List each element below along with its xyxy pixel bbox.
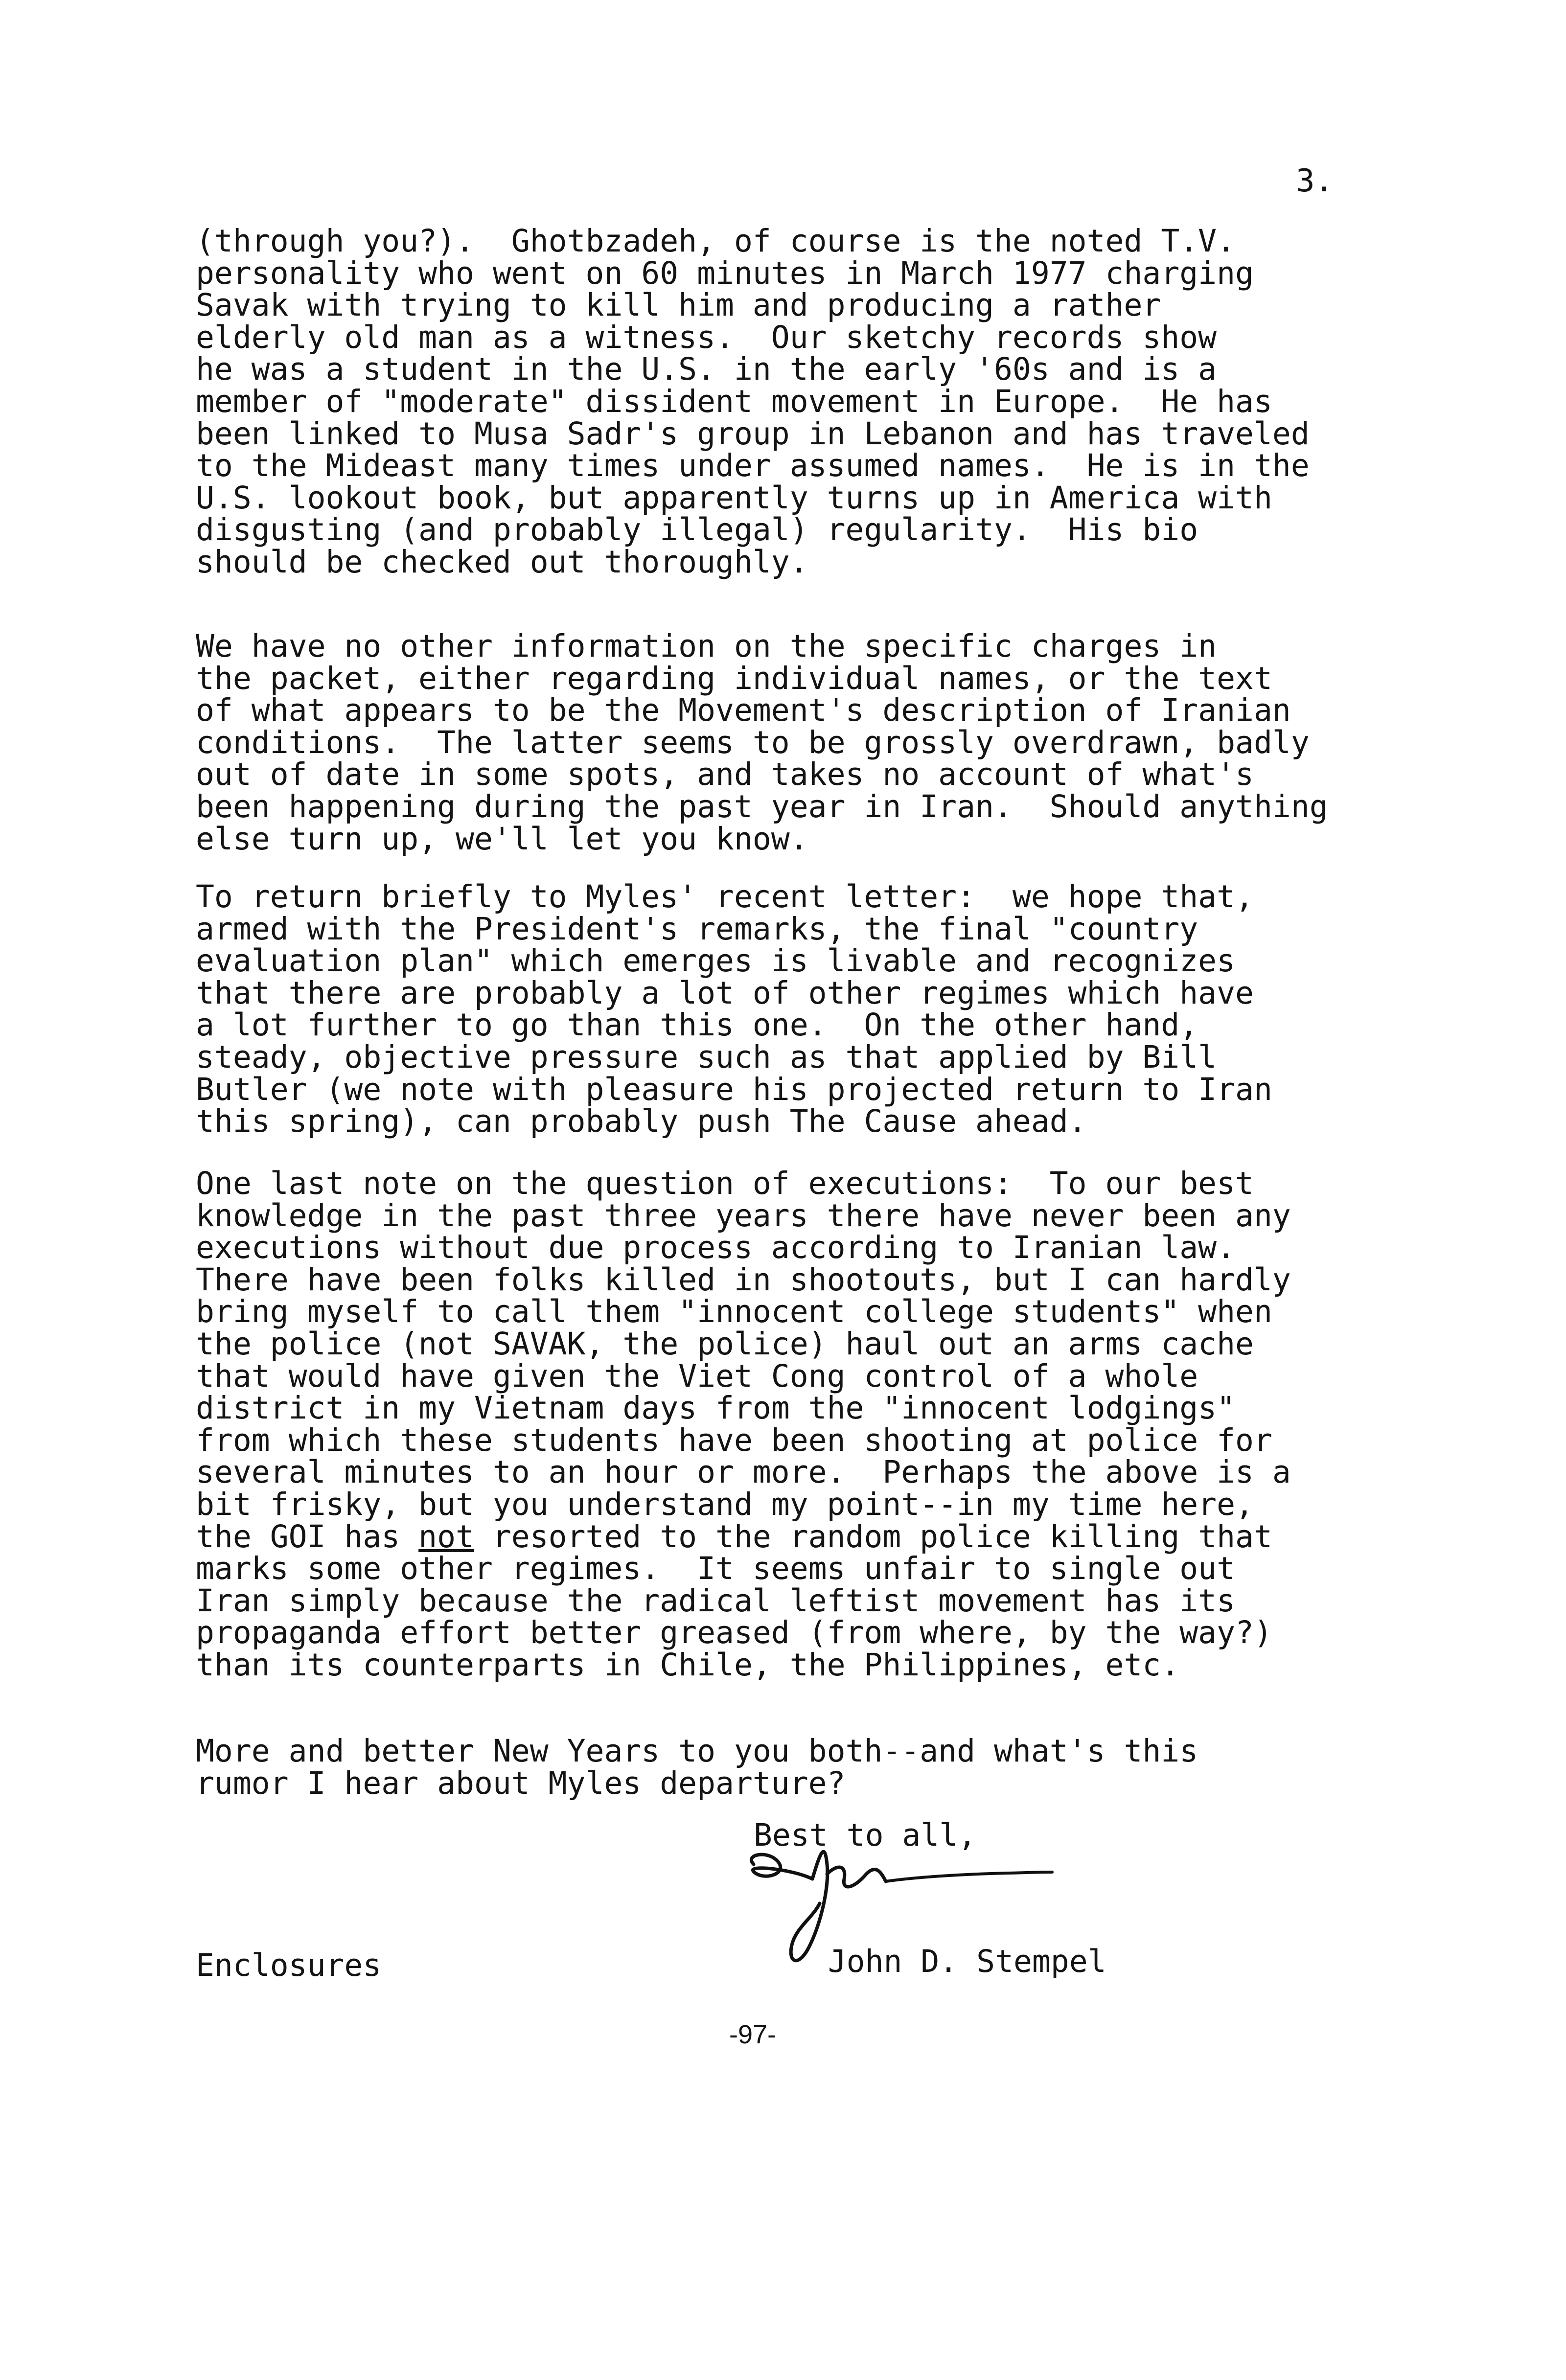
paragraph-3-line: a lot further to go than this one. On the other hand, <box>196 1007 1198 1043</box>
paragraph-1-line: he was a student in the U.S. in the early '60s and is a <box>196 351 1217 387</box>
paragraph-4-line: that would have given the Viet Cong control of a whole <box>196 1358 1198 1394</box>
paragraph-5-line: More and better New Years to you both--and what's this <box>196 1733 1198 1769</box>
paragraph-4-line: One last note on the question of executions: To our best <box>196 1166 1254 1201</box>
paragraph-3-line: steady, objective pressure such as that applied by Bill <box>196 1039 1217 1075</box>
paragraph-1-line: (through you?). Ghotbzadeh, of course is the noted T.V. <box>196 223 1236 259</box>
paragraph-2-line: else turn up, we'll let you know. <box>196 821 808 857</box>
underlined-word: not <box>418 1519 474 1555</box>
paragraph-2-line: conditions. The latter seems to be grossly overdrawn, badly <box>196 725 1310 760</box>
closing-salutation: Best to all, <box>754 1817 977 1853</box>
paragraph-5-line: rumor I hear about Myles departure? <box>196 1765 846 1801</box>
paragraph-1-line: been linked to Musa Sadr's group in Lebanon and has traveled <box>196 416 1310 452</box>
paragraph-1-line: disgusting (and probably illegal) regularity. His bio <box>196 512 1198 548</box>
signature-name: John D. Stempel <box>828 1944 1106 1979</box>
paragraph-1-line: personality who went on 60 minutes in March 1977 charging <box>196 255 1254 291</box>
typed-signature-name <box>754 1913 1106 2010</box>
paragraph-2-line: been happening during the past year in Iran. Should anything <box>196 789 1328 824</box>
paragraph-4-line: propaganda effort better greased (from where, by the way?) <box>196 1615 1272 1650</box>
paragraph-4-line: Iran simply because the radical leftist movement has its <box>196 1583 1236 1619</box>
paragraph-4-line: marks some other regimes. It seems unfair to single out <box>196 1551 1236 1586</box>
paragraph-4-line: knowledge in the past three years there have never been any <box>196 1198 1291 1234</box>
paragraph-2-line: of what appears to be the Movement's description of Iranian <box>196 692 1291 728</box>
paragraph-3-line: armed with the President's remarks, the final "country <box>196 911 1198 947</box>
paragraph-4-line: from which these students have been shooting at police for <box>196 1422 1272 1458</box>
paragraph-3-line: this spring), can probably push The Cause ahead. <box>196 1103 1087 1139</box>
paragraph-4-line: several minutes to an hour or more. Perhaps the above is a <box>196 1454 1291 1490</box>
paragraph-2-line: the packet, either regarding individual names, or the text <box>196 661 1272 696</box>
paragraph-4-line: There have been folks killed in shootouts, but I can hardly <box>196 1262 1291 1298</box>
paragraph-3-line: Butler (we note with pleasure his projected return to Iran <box>196 1072 1272 1107</box>
paragraph-4-line: executions without due process according to Iranian law. <box>196 1230 1236 1265</box>
paragraph-4-line: the police (not SAVAK, the police) haul out an arms cache <box>196 1326 1254 1362</box>
paragraph-4-line: bit frisky, but you understand my point--in my time here, <box>196 1487 1254 1522</box>
footer-page-number: -97- <box>729 2020 777 2049</box>
paragraph-4-line: the GOI has not resorted to the random police killing that <box>196 1519 1272 1555</box>
paragraph-1-line: U.S. lookout book, but apparently turns up in America with <box>196 480 1272 516</box>
enclosures-label: Enclosures <box>196 1947 382 1983</box>
paragraph-1-line: to the Mideast many times under assumed names. He is in the <box>196 448 1310 483</box>
paragraph-3-line: that there are probably a lot of other regimes which have <box>196 975 1254 1011</box>
paragraph-1-line: elderly old man as a witness. Our sketchy records show <box>196 320 1217 355</box>
paragraph-1-line: Savak with trying to kill him and producing a rather <box>196 287 1161 323</box>
paragraph-2-line: We have no other information on the specific charges in <box>196 628 1217 664</box>
paragraph-4-line: district in my Vietnam days from the "innocent lodgings" <box>196 1390 1236 1426</box>
paragraph-1-line: should be checked out thoroughly. <box>196 544 808 580</box>
paragraph-3-line: To return briefly to Myles' recent letter: we hope that, <box>196 879 1254 915</box>
paragraph-4-line: than its counterparts in Chile, the Philippines, etc. <box>196 1647 1180 1683</box>
paragraph-2-line: out of date in some spots, and takes no account of what's <box>196 756 1254 792</box>
page-number: 3. <box>1296 163 1334 199</box>
paragraph-4-line: bring myself to call them "innocent college students" when <box>196 1294 1272 1329</box>
paragraph-3-line: evaluation plan" which emerges is livable and recognizes <box>196 943 1236 979</box>
paragraph-1-line: member of "moderate" dissident movement in Europe. He has <box>196 384 1272 419</box>
